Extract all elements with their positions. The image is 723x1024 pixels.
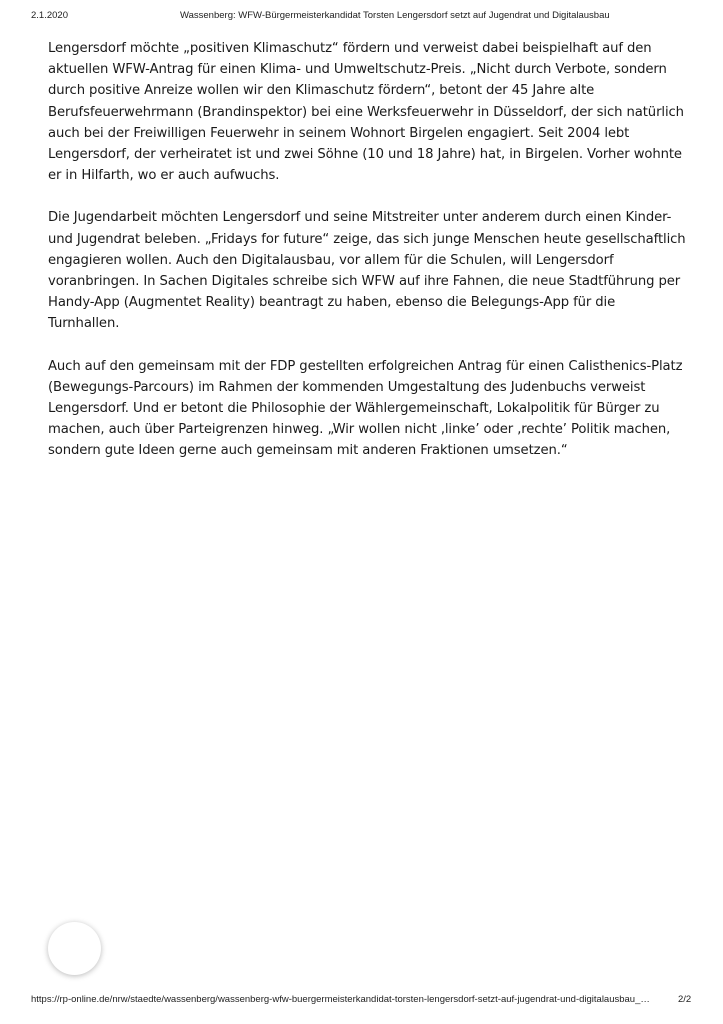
floating-action-button[interactable]: [48, 922, 101, 975]
page-number: 2/2: [678, 994, 692, 1005]
article-paragraph: Die Jugendarbeit möchten Lengersdorf und seine Mitstreiter unter anderem durch einen Kinder- und Jugendrat beleben. „Fridays for future“ zeige, das sich junge Menschen heute gesellschaftlich engagieren wollen. Auch den Digitalausbau, vor allem für die Schulen, will Lengersdorf voranbringen. In Sachen Digitales schreibe sich WFW auf ihre Fahnen, die neue Stadtführung per Handy-App (Augmentet Reality) beantragt zu haben, ebenso die Belegungs-App für die Turnhallen.: [48, 210, 686, 332]
print-footer: [0, 994, 723, 1008]
article-paragraph: Lengersdorf möchte „positiven Klimaschutz“ fördern und verweist dabei beispielhaft auf den aktuellen WFW-Antrag für einen Klima- und Umweltschutz-Preis. „Nicht durch Verbote, sondern durch positive Anreize wollen wir den Klimaschutz fördern“, betont der 45 Jahre alte Berufsfeuerwehrmann (Brandinspektor) bei eine Werksfeuerwehr in Düsseldorf, der sich natürlich auch bei der Freiwilligen Feuerwehr in seinem Wohnort Birgelen engagiert. Seit 2004 lebt Lengersdorf, der verheiratet ist und zwei Söhne (10 und 18 Jahre) hat, in Birgelen. Vorher wohnte er in Hilfarth, wo er auch aufwuchs.: [48, 41, 684, 184]
article-body: [48, 38, 688, 483]
article-paragraph: Auch auf den gemeinsam mit der FDP gestellten erfolgreichen Antrag für einen Calisthenics-Platz (Bewegungs-Parcours) im Rahmen der kommenden Umgestaltung des Judenbuchs verweist Lengersdorf. Und er betont die Philosophie der Wählergemeinschaft, Lokalpolitik für Bürger zu machen, auch über Parteigrenzen hinweg. „Wir wollen nicht ‚linke’ oder ‚rechte’ Politik machen, sondern gute Ideen gerne auch gemeinsam mit anderen Fraktionen umsetzen.“: [48, 358, 683, 459]
print-date: 2.1.2020: [31, 10, 68, 21]
print-header: [0, 10, 723, 24]
page-url[interactable]: https://rp-online.de/nrw/staedte/wassenberg/wassenberg-wfw-buergermeisterkandidat-torsten-lengersdorf-setzt-auf-jugendrat-und-digitalausbau_…: [31, 994, 650, 1005]
document-title: Wassenberg: WFW-Bürgermeisterkandidat Torsten Lengersdorf setzt auf Jugendrat und Digitalausbau: [180, 10, 610, 21]
